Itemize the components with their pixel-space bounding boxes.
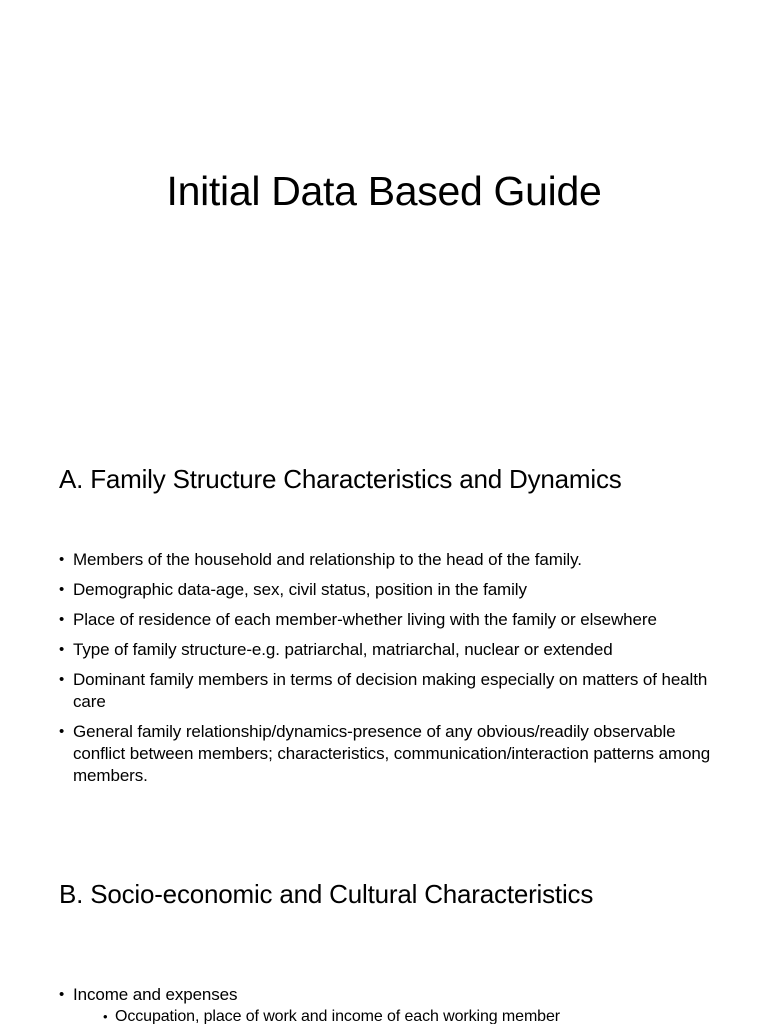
list-item: • Type of family structure-e.g. patriarchal, matriarchal, nuclear or extended	[59, 639, 719, 661]
section-b-sublist	[73, 1006, 719, 1024]
section-b-heading: B. Socio-economic and Cultural Characteristics	[59, 879, 594, 909]
list-item: • Demographic data-age, sex, civil status, position in the family	[59, 579, 719, 601]
list-item: • Place of residence of each member-whether living with the family or elsewhere	[59, 609, 719, 631]
list-item: • General family relationship/dynamics-presence of any obvious/readily observable conflict between members; characteristics, communication/interaction patterns among members.	[59, 721, 719, 787]
section-b-list	[59, 984, 719, 1024]
list-item	[59, 984, 719, 1024]
list-item-label: Income and expenses	[73, 985, 238, 1004]
section-a-heading: A. Family Structure Characteristics and Dynamics	[59, 464, 622, 494]
page-title: Initial Data Based Guide	[166, 168, 602, 214]
list-item: • Dominant family members in terms of decision making especially on matters of health care	[59, 669, 719, 713]
title-slide	[0, 0, 768, 430]
list-item: • Members of the household and relationship to the head of the family.	[59, 549, 719, 571]
content-slide	[0, 430, 768, 1024]
section-a-list	[59, 549, 719, 795]
sub-list-item: • Occupation, place of work and income of each working member	[103, 1006, 719, 1024]
